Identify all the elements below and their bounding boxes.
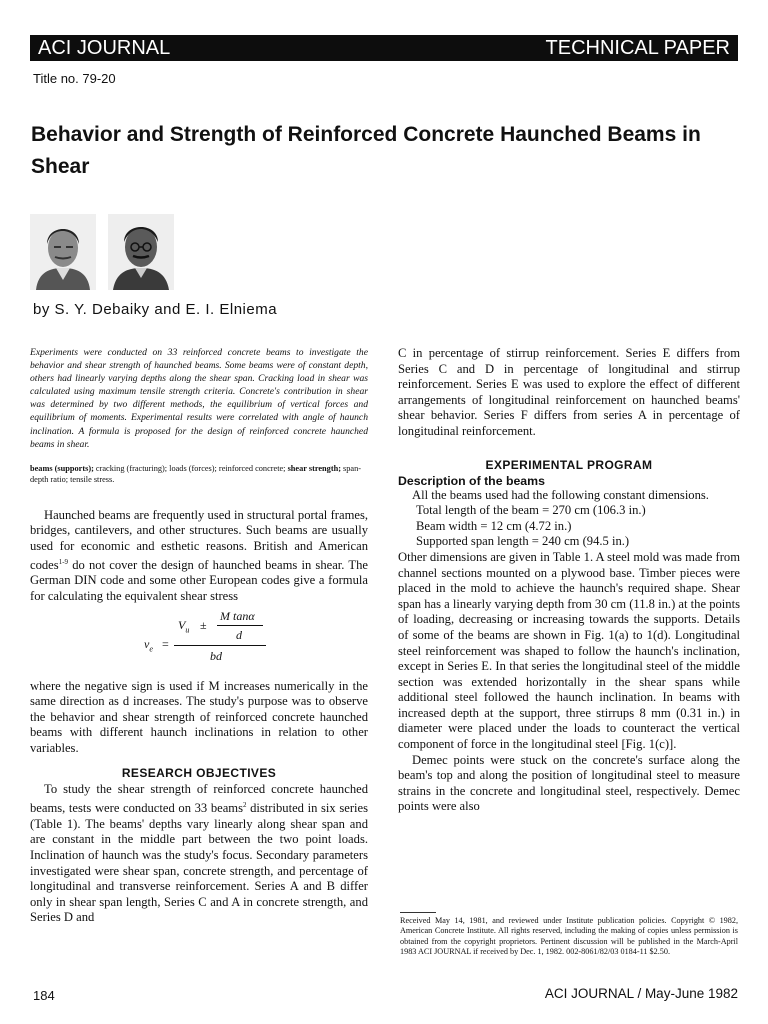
page-number: 184 <box>33 988 55 1003</box>
formula-v-sub: u <box>185 624 190 634</box>
research-text: distributed in six series (Table 1). The beams' depths vary linearly along shear span and are constant in the middle part between the two point loads. Inclination of haunch was the study's focus. Secondary parameters investigated were shear span, concrete strength, and percentage of longitudinal and transverse reinforcement. Series A and B differ only in shear span length, Series C and A in concrete strength, and Series D and <box>30 801 368 925</box>
research-text: To study the shear strength of reinforced concrete haunched beams, tests were conducted on 33 beams <box>30 782 368 816</box>
journal-name: ACI JOURNAL <box>38 37 171 59</box>
experimental-program-heading: EXPERIMENTAL PROGRAM <box>485 457 653 472</box>
intro-text: Haunched beams are frequently used in structural portal frames, bridges, cantilevers, and other structures. Such beams are usually used for economic and esthetic reasons. British and American codes <box>30 507 368 572</box>
footnote-rule <box>400 912 436 913</box>
formula-plus-minus: ± <box>200 617 207 632</box>
experimental-paragraph-1: All the beams used had the following constant dimensions. <box>412 487 709 502</box>
formula-d: d <box>236 627 242 642</box>
keyword-label: shear strength; <box>285 463 341 473</box>
formula-inner-bar <box>217 625 263 626</box>
left-column <box>30 346 368 926</box>
dimension-item: Total length of the beam = 270 cm (106.3 in.) <box>416 503 646 518</box>
author-photo-elniema <box>108 214 174 290</box>
journal-footer: ACI JOURNAL / May-June 1982 <box>544 986 738 1001</box>
citation: 1-9 <box>58 557 69 566</box>
paper-title: Behavior and Strength of Reinforced Concrete Haunched Beams in Shear <box>31 123 701 178</box>
experimental-paragraph-2: Other dimensions are given in Table 1. A steel mold was made from channel sections mounted on a plywood base. Timber pieces were placed in the mold to achieve the haunch's required shape. Shear span has a linearly varying depth from 30 cm (11.8 in.) at the points of loading, decreasing or increasing towards the supports. Details of some of the beams are shown in Fig. 1(a) to 1(d). Longitudinal steel reinforcement was shaped to follow the haunch's inclination, except in Series E. In that series the longitudinal steel of the middle section was extended horizontally in the shear spans while additional steel followed the haunch inclination. In beams with increased depth at the support, three stirrups 8 mm (0.31 in.) in diameter were placed under the loads to counteract the vertical component of force in the longitudinal steel [Fig. 1(c)]. <box>398 549 740 752</box>
intro-paragraph-2: where the negative sign is used if M increases numerically in the same direction as d increases. The study's purpose was to observe the behavior and shear strength of reinforced concrete haunched beams with different haunch inclinations in relation to other variables. <box>30 678 368 755</box>
research-paragraph-continued: C in percentage of stirrup reinforcement. Series E differs from Series C and D in percentage of longitudinal and stirrup reinforcement. Series E was used to explore the effect of different arrangements of longitudinal reinforcement on haunched beams' shear behavior. Series F differs from series A in percentage of longitudinal reinforcement. <box>398 346 740 438</box>
formula-bd: bd <box>210 648 222 663</box>
formula-v <box>178 618 189 634</box>
intro-text: do not cover the design of haunched beams in shear. The German DIN code and some other European codes give a formula for calculating the equivalent shear stress <box>30 557 368 603</box>
footnote: Received May 14, 1981, and reviewed under Institute publication policies. Copyright © 1982, American Concrete Institute. All rights reserved, including the making of copies unless permission is obtained from the copyright proprietors. Pertinent discussion will be published in the March-April 1983 ACI JOURNAL if received by Dec. 1, 1982. 002-8061/82/03 0184-11 $2.50. <box>400 916 738 956</box>
keyword-text: loads (forces); reinforced concrete; <box>167 463 286 473</box>
keyword-label: beams (supports); <box>30 463 94 473</box>
dimension-item: Supported span length = 240 cm (94.5 in.) <box>416 534 630 549</box>
formula-m-tan: M tanα <box>220 608 255 623</box>
shear-stress-formula <box>30 609 368 671</box>
description-subheading: Description of the beams <box>398 473 545 488</box>
citation: 2 <box>243 801 247 810</box>
authors-byline: by S. Y. Debaiky and E. I. Elniema <box>33 301 278 318</box>
formula-main-bar <box>174 645 266 646</box>
paper-type: TECHNICAL PAPER <box>545 37 730 59</box>
dimension-item: Beam width = 12 cm (4.72 in.) <box>416 518 572 533</box>
keywords <box>30 463 368 486</box>
right-column <box>398 346 740 815</box>
journal-banner <box>30 35 738 61</box>
formula-lhs-letter: v <box>144 636 150 651</box>
keyword-text: span-depth ratio; tensile stress. <box>30 463 362 485</box>
intro-paragraph <box>30 508 368 605</box>
experimental-paragraph-3: Demec points were stuck on the concrete's surface along the beam's top and along the position of longitudinal steel to measure strains in the concrete and longitudinal steel, respectively. Demec points were also <box>398 752 740 814</box>
abstract: Experiments were conducted on 33 reinforced concrete beams to investigate the behavior and shear strength of haunched beams. Some beams were of constant depth, others had linearly varying depths along the shear span. Cracking load in shear was calculated using maximum tensile strength criteria. Concrete's contribution in shear was determined by two different methods, the equilibrium of vertical forces and equilibrium of moments. Experimental results were correlated with angle of haunch inclination. A formula is proposed for the design of reinforced concrete haunched beams in shear. <box>30 347 368 450</box>
research-objectives-heading: RESEARCH OBJECTIVES <box>121 766 277 781</box>
keyword-text: cracking (fracturing); <box>93 463 168 473</box>
formula-lhs <box>144 637 153 653</box>
formula-v-letter: V <box>178 617 186 632</box>
research-paragraph <box>30 782 368 926</box>
formula-lhs-sub: e <box>149 643 153 653</box>
title-number: Title no. 79-20 <box>33 71 116 86</box>
author-photo-debaiky <box>30 214 96 290</box>
formula-equals: = <box>162 636 169 651</box>
